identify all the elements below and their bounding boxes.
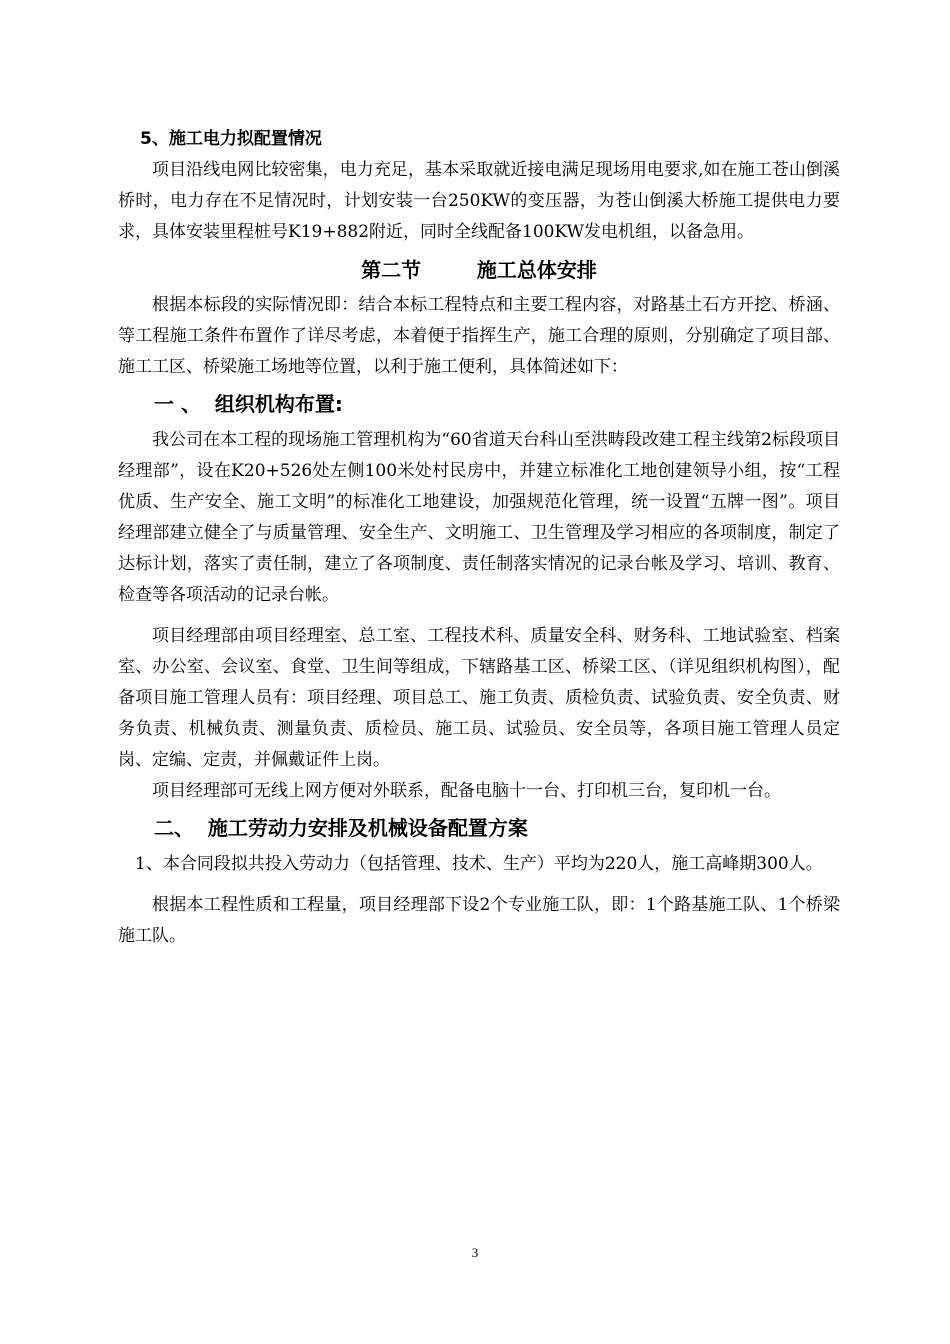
paragraph-organization-2: 项目经理部由项目经理室、总工室、工程技术科、质量安全科、财务科、工地试验室、档案室、办公室、会议室、食堂、卫生间等组成，下辖路基工区、桥梁工区、（详见组织机构图），配备项目施工管理人员有：项目经理、项目总工、施工负责、质检负责、试验负责、安全负责、财务负责、机械负责、测量负责、质检员、施工员、试验员、安全员等，各项目施工管理人员定岗、定编、定责，并佩戴证件上岗。 [118,626,840,770]
paragraph-labor-2: 根据本工程性质和工程量，项目经理部下设2个专业施工队，即：1个路基施工队、1个桥梁施工队。 [118,895,840,946]
paragraph-labor-1: 1、本合同段拟共投入劳动力（包括管理、技术、生产）平均为220人，施工高峰期300人。 [135,854,823,874]
paragraph-overview: 根据本标段的实际情况即：结合本标工程特点和主要工程内容，对路基土石方开挖、桥涵、等工程施工条件布置作了详尽考虑，本着便于指挥生产，施工合理的原则，分别确定了项目部、施工工区、桥梁施工场地等位置，以利于施工便利，具体简述如下： [118,295,840,377]
heading-labor-equipment: 二、 施工劳动力安排及机械设备配置方案 [154,816,528,840]
page-number: 3 [471,1245,479,1260]
page-content [118,124,840,952]
heading-organization: 一 、 组织机构布置: [154,392,343,416]
paragraph-organization-1: 我公司在本工程的现场施工管理机构为“60省道天台科山至洪畴段改建工程主线第2标段项目经理部”，设在K20+526处左侧100米处村民房中，并建立标准化工地创建领导小组，按“工程优质、生产安全、施工文明”的标准化工地建设，加强规范化管理，统一设置“五牌一图”。项目经理部建立健全了与质量管理、安全生产、文明施工、卫生管理及学习相应的各项制度，制定了达标计划，落实了责任制，建立了各项制度、责任制落实情况的记录台帐及学习、培训、教育、检查等各项活动的记录台帐。 [118,430,840,605]
section-title: 第二节 施工总体安排 [361,258,597,282]
heading-power-config: 5、施工电力拟配置情况 [140,129,322,149]
paragraph-organization-3: 项目经理部可无线上网方便对外联系，配备电脑十一台、打印机三台，复印机一台。 [152,781,781,801]
paragraph-power: 项目沿线电网比较密集，电力充足，基本采取就近接电满足现场用电要求,如在施工苍山倒溪桥时，电力存在不足情况时，计划安装一台250KW的变压器，为苍山倒溪大桥施工提供电力要求，具体安装里程桩号K19+882附近，同时全线配备100KW发电机组，以备急用。 [118,160,840,242]
